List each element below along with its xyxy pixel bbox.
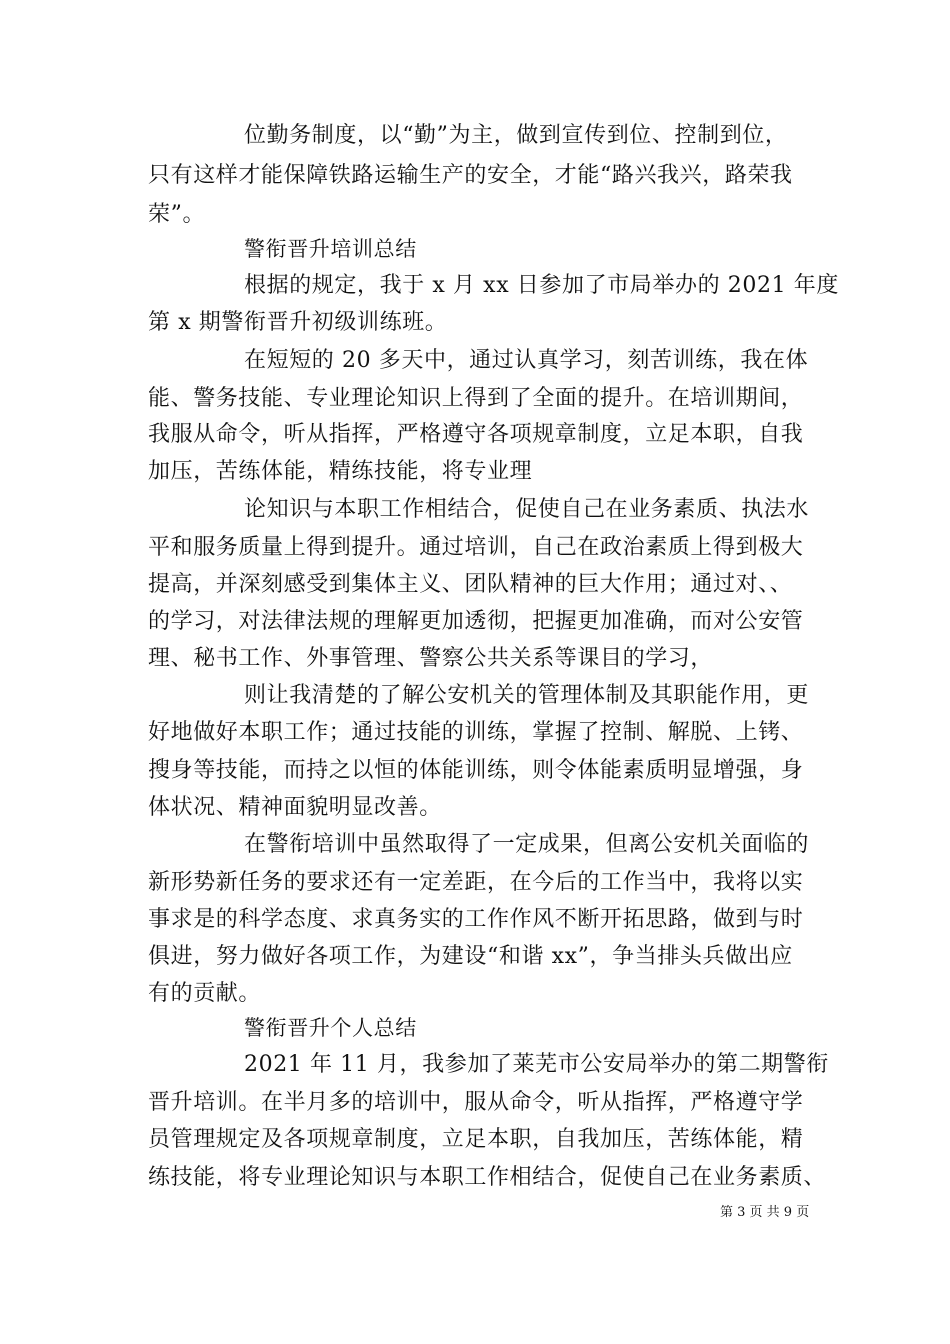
paragraph-line: 2021 年 11 月，我参加了莱芜市公安局举办的第二期警衔 [244,1052,829,1077]
paragraph-line: 体状况、精神面貌明显改善。 [148,795,442,820]
paragraph-line: 在警衔培训中虽然取得了一定成果，但离公安机关面临的 [244,832,810,857]
paragraph-line: 位勤务制度，以“勤”为主，做到宣传到位、控制到位， [244,123,788,148]
paragraph-line: 根据的规定，我于 x 月 xx 日参加了市局举办的 2021 年度 [244,273,839,298]
paragraph-line: 我服从命令，听从指挥，严格遵守各项规章制度，立足本职，自我 [148,422,804,447]
paragraph-line: 新形势新任务的要求还有一定差距，在今后的工作当中，我将以实 [148,870,804,895]
paragraph-line: 练技能，将专业理论知识与本职工作相结合，促使自己在业务素质、 [148,1165,827,1190]
paragraph-line: 员管理规定及各项规章制度，立足本职，自我加压，苦练体能，精 [148,1127,804,1152]
paragraph-line: 论知识与本职工作相结合，促使自己在业务素质、执法水 [244,497,810,522]
paragraph-line: 的学习，对法律法规的理解更加透彻，把握更加准确，而对公安管 [148,609,804,634]
section-heading: 警衔晋升个人总结 [244,1016,417,1040]
paragraph-line: 理、秘书工作、外事管理、警察公共关系等课目的学习， [148,646,714,671]
paragraph-line: 晋升培训。在半月多的培训中，服从命令，听从指挥，严格遵守学 [148,1090,804,1115]
paragraph-line: 只有这样才能保障铁路运输生产的安全，才能“路兴我兴，路荣我 [148,163,793,188]
paragraph-line: 俱进，努力做好各项工作，为建设“和谐 xx”，争当排头兵做出应 [148,944,793,969]
paragraph-line: 平和服务质量上得到提升。通过培训，自己在政治素质上得到极大 [148,535,804,560]
paragraph-line: 能、警务技能、专业理论知识上得到了全面的提升。在培训期间， [148,386,804,411]
section-heading: 警衔晋升培训总结 [244,237,417,261]
paragraph-line: 加压，苦练体能，精练技能，将专业理 [148,459,533,484]
paragraph-line: 提高，并深刻感受到集体主义、团队精神的巨大作用；通过对、、 [148,572,793,597]
page-number-footer: 第 3 页 共 9 页 [720,1205,810,1220]
paragraph-line: 好地做好本职工作；通过技能的训练，掌握了控制、解脱、上铐、 [148,720,804,745]
paragraph-line: 搜身等技能，而持之以恒的体能训练，则令体能素质明显增强，身 [148,758,804,783]
paragraph-line: 则让我清楚的了解公安机关的管理体制及其职能作用，更 [244,683,810,708]
paragraph-line: 第 x 期警衔晋升初级训练班。 [148,310,448,335]
paragraph-line: 有的贡献。 [148,981,262,1006]
paragraph-line: 荣”。 [148,202,206,227]
paragraph-line: 在短短的 20 多天中，通过认真学习，刻苦训练，我在体 [244,348,809,373]
paragraph-line: 事求是的科学态度、求真务实的工作作风不断开拓思路，做到与时 [148,907,804,932]
